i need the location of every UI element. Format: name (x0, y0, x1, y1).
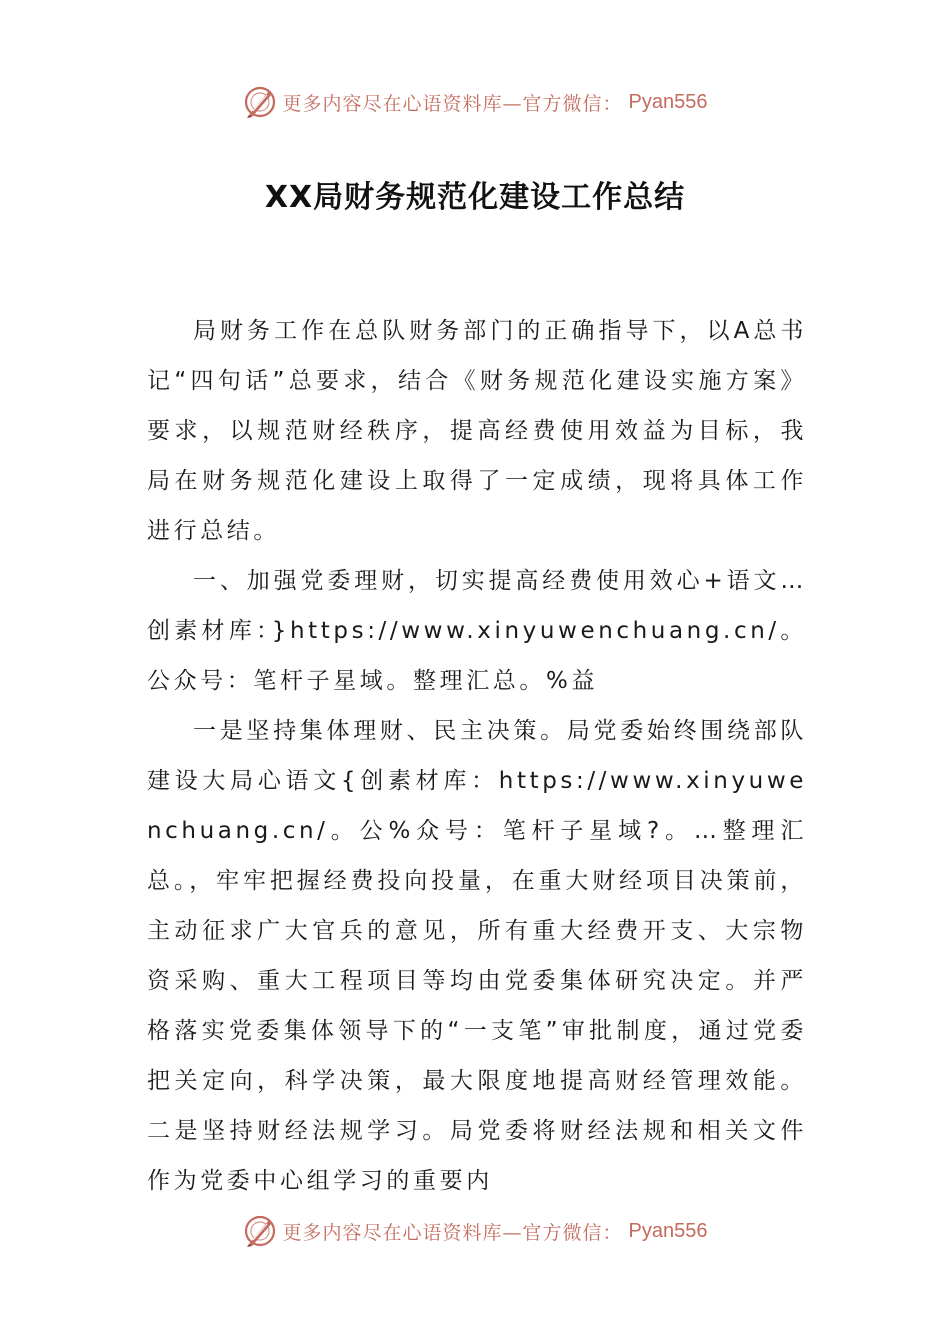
watermark-handle: Pyan556 (628, 90, 708, 113)
watermark-text: 更多内容尽在心语资料库—官方微信： (282, 1221, 623, 1244)
watermark-handle: Pyan556 (628, 1219, 708, 1242)
paragraph-point-one: 一是坚持集体理财、民主决策。局党委始终围绕部队建设大局心语文{创素材库：https://www.xinyuwenchuang.cn/。公%众号：笔杆子星域?。…整理汇总。，牢牢把握经费投向投量，在重大财经项目决策前，主动征求广大官兵的意见，所有重大经费开支、大宗物资采购、重大工程项目等均由党委集体研究决定。并严格落实党委集体领导下的“一支笔”审批制度，通过党委把关定向，科学决策，最大限度地提高财经管理效能。二是坚持财经法规学习。局党委将财经法规和相关文件作为党委中心组学习的重要内 (147, 718, 807, 1194)
watermark-footer (0, 1211, 950, 1251)
document-title: XX局财务规范化建设工作总结 (264, 180, 686, 215)
paragraph-intro: 局财务工作在总队财务部门的正确指导下，以A总书记“四句话”总要求，结合《财务规范化建设实施方案》要求，以规范财经秩序，提高经费使用效益为目标，我局在财务规范化建设上取得了一定成绩，现将具体工作进行总结。 (147, 318, 807, 544)
watermark-text: 更多内容尽在心语资料库—官方微信： (282, 92, 623, 115)
pen-logo-icon (243, 85, 277, 119)
paragraph-section-heading: 一、加强党委理财，切实提高经费使用效心+语文…创素材库：}https://www.xinyuwenchuang.cn/。公众号：笔杆子星域。整理汇总。%益 (147, 568, 807, 694)
watermark-header (0, 82, 950, 122)
document-body (147, 306, 807, 1206)
pen-logo-icon (243, 1214, 277, 1248)
